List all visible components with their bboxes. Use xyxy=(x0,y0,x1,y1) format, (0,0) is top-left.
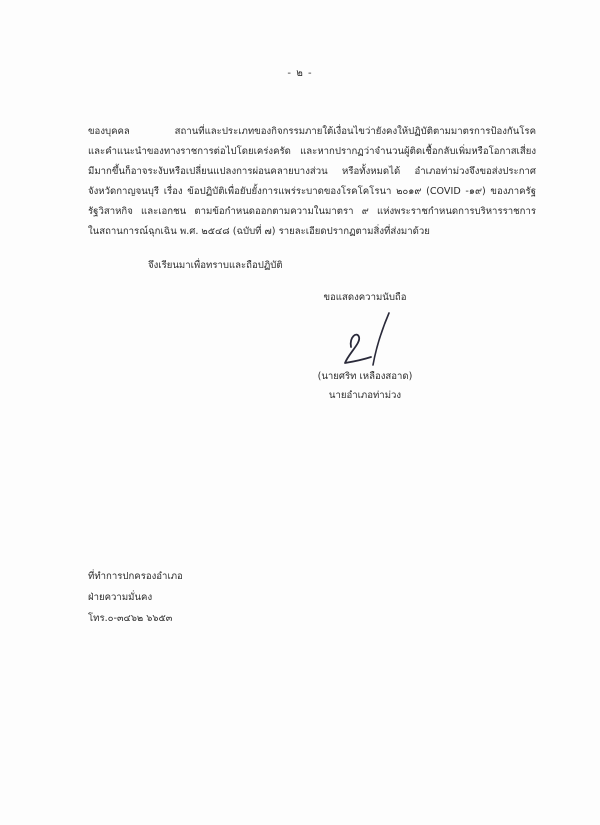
contact-footer xyxy=(88,566,183,629)
signer-position: นายอำเภอท่าม่วง xyxy=(328,390,402,401)
signer-name: (นายศริท เหลืองสอาด) xyxy=(317,371,413,382)
body-line: ในสถานการณ์ฉุกเฉิน พ.ศ. ๒๕๔๘ (ฉบับที่ ๗) รายละเอียดปรากฏตามสิ่งที่ส่งมาด้วย xyxy=(88,226,430,237)
page-number: - ๒ - xyxy=(287,68,313,79)
body-line: มีมากขึ้นก็อาจระงับหรือเปลี่ยนแปลงการผ่อนคลายบางส่วน หรือทั้งหมดได้ อำเภอท่าม่วงจึงขอส่งประกาศ xyxy=(88,166,536,177)
footer-department: ฝ่ายความมั่นคง xyxy=(88,592,153,603)
closing-request: จึงเรียนมาเพื่อทราบและถือปฏิบัติ xyxy=(148,260,283,271)
body-line: รัฐวิสาหกิจ และเอกชน ตามข้อกำหนดออกตามความในมาตรา ๙ แห่งพระราชกำหนดการบริหารราชการ xyxy=(88,206,536,217)
handwritten-signature xyxy=(305,307,425,369)
footer-phone: โทร.๐-๓๔๖๒ ๖๖๕๓ xyxy=(88,613,173,624)
respect-closing: ขอแสดงความนับถือ xyxy=(323,292,407,303)
footer-office: ที่ทำการปกครองอำเภอ xyxy=(88,571,183,582)
body-line: ของบุคคล สถานที่และประเภทของกิจกรรมภายใต้เงื่อนไขว่ายังคงให้ปฏิบัติตามมาตรการป้องกันโรค xyxy=(88,126,536,137)
body-paragraph xyxy=(88,122,536,242)
signature-block xyxy=(270,290,460,403)
body-line: จังหวัดกาญจนบุรี เรื่อง ข้อปฏิบัติเพื่อยับยั้งการแพร่ระบาดของโรคโคโรนา ๒๐๑๙ (COVID -๑๙) ของภาครัฐ xyxy=(88,186,536,197)
body-line: และคำแนะนำของทางราชการต่อไปโดยเคร่งครัด และหากปรากฏว่าจำนวนผู้ติดเชื้อกลับเพิ่มหรือโอกาสเสี่ยง xyxy=(88,146,536,157)
